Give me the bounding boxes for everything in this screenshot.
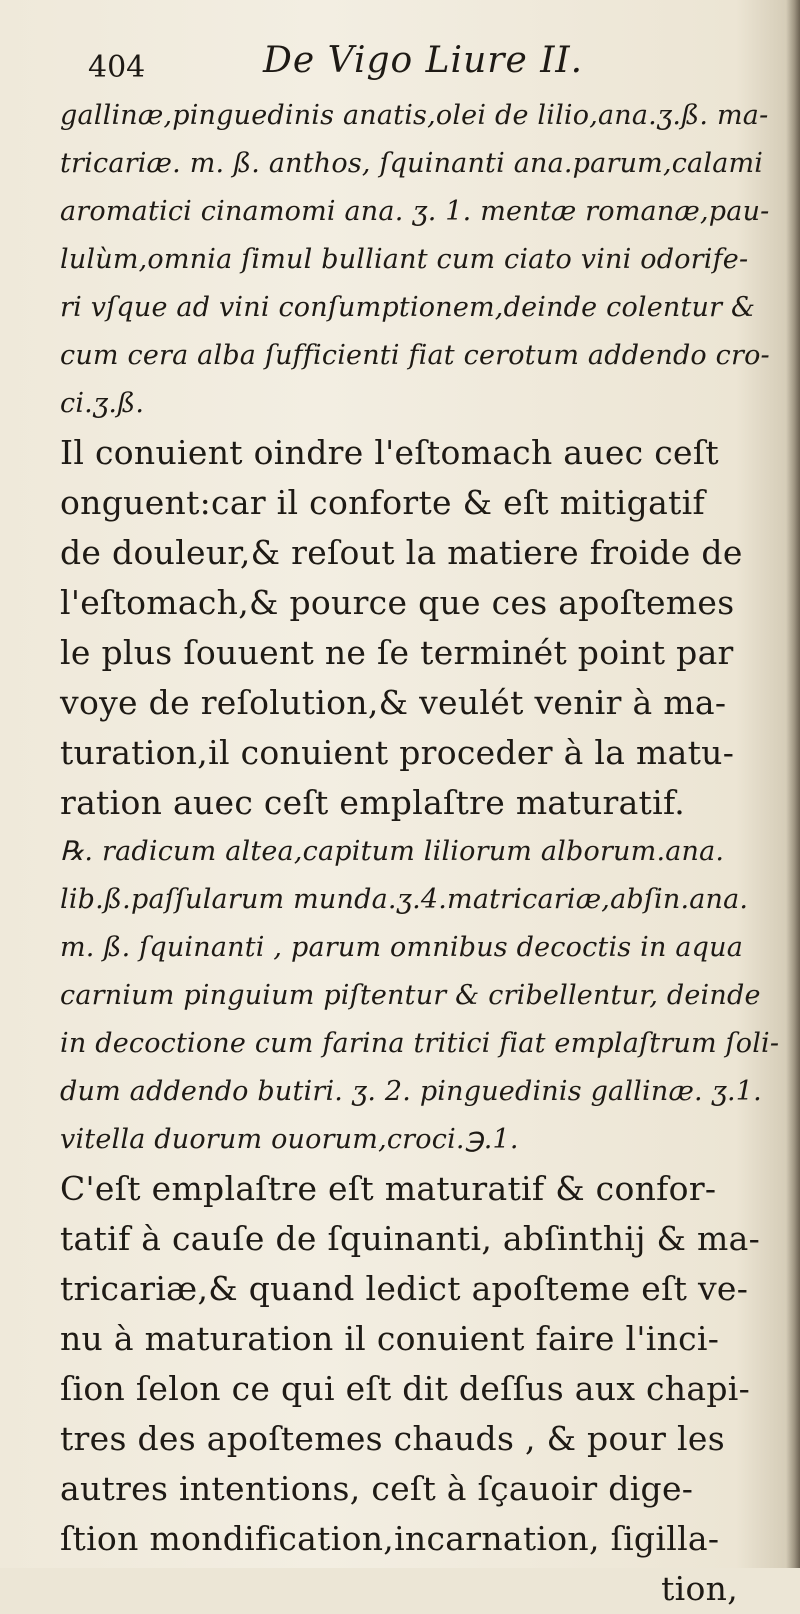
text-line: ri vſque ad vini conſumptionem,deinde colentur & — [60, 292, 756, 323]
text-line: in decoctione cum farina tritici fiat emplaſtrum ſoli- — [60, 1028, 780, 1059]
text-line: tatif à cauſe de ſquinanti, abſinthij & ma- — [60, 1219, 761, 1258]
text-line: carnium pinguium piſtentur & cribellentur, deinde — [60, 980, 761, 1011]
text-line: ci.ʒ.ß. — [60, 388, 145, 419]
text-line: turation,il conuient proceder à la matu- — [60, 733, 735, 772]
text-line: tres des apoſtemes chauds , & pour les — [60, 1419, 725, 1458]
text-line: voye de reſolution,& veulét venir à ma- — [60, 683, 727, 722]
text-line: ſion ſelon ce qui eſt dit deſſus aux chapi- — [60, 1369, 751, 1408]
text-line: lulùm,omnia ſimul bulliant cum ciato vini odorife- — [60, 244, 749, 275]
text-line: vitella duorum ouorum,croci.℈.1. — [60, 1124, 519, 1155]
text-line: tricariæ,& quand ledict apoſteme eſt ve- — [60, 1269, 749, 1308]
catchword: tion, — [661, 1569, 738, 1608]
text-line: autres intentions, ceſt à ſçauoir dige- — [60, 1469, 694, 1508]
text-line: lib.ß.paſſularum munda.ʒ.4.matricariæ,abſin.ana. — [60, 884, 749, 915]
text-line: dum addendo butiri. ʒ. 2. pinguedinis gallinæ. ʒ.1. — [60, 1076, 762, 1107]
text-line: ration auec ceſt emplaſtre maturatif. — [60, 783, 686, 822]
text-line: l'eſtomach,& pource que ces apoſtemes — [60, 583, 735, 622]
text-line: ℞. radicum altea,capitum liliorum alborum.ana. — [60, 836, 725, 867]
text-line: nu à maturation il conuient faire l'inci- — [60, 1319, 720, 1358]
text-line: aromatici cinamomi ana. ʒ. 1. mentæ romanæ,pau- — [60, 196, 770, 227]
page-edge-shadow — [786, 0, 800, 1568]
text-line: m. ß. ſquinanti , parum omnibus decoctis in aqua — [60, 932, 743, 963]
text-line: gallinæ,pinguedinis anatis,olei de lilio,ana.ʒ.ß. ma- — [60, 100, 769, 131]
text-line: ſtion mondification,incarnation, ſigilla- — [60, 1519, 720, 1558]
running-title: De Vigo Liure II. — [263, 40, 584, 81]
page-number: 404 — [88, 50, 146, 85]
text-line: C'eſt emplaſtre eſt maturatif & confor- — [60, 1169, 717, 1208]
text-line: le plus ſouuent ne ſe terminét point par — [60, 633, 734, 672]
text-line: Il conuient oindre l'eſtomach auec ceſt — [60, 433, 719, 472]
text-line: de douleur,& reſout la matiere froide de — [60, 533, 743, 572]
text-line: cum cera alba ſufficienti fiat cerotum addendo cro- — [60, 340, 770, 371]
body-text — [60, 92, 780, 1614]
text-line: onguent:car il conforte & eſt mitigatif — [60, 483, 705, 522]
page-header — [88, 40, 688, 100]
text-line: tricariæ. m. ß. anthos, ſquinanti ana.parum,calami — [60, 148, 764, 179]
